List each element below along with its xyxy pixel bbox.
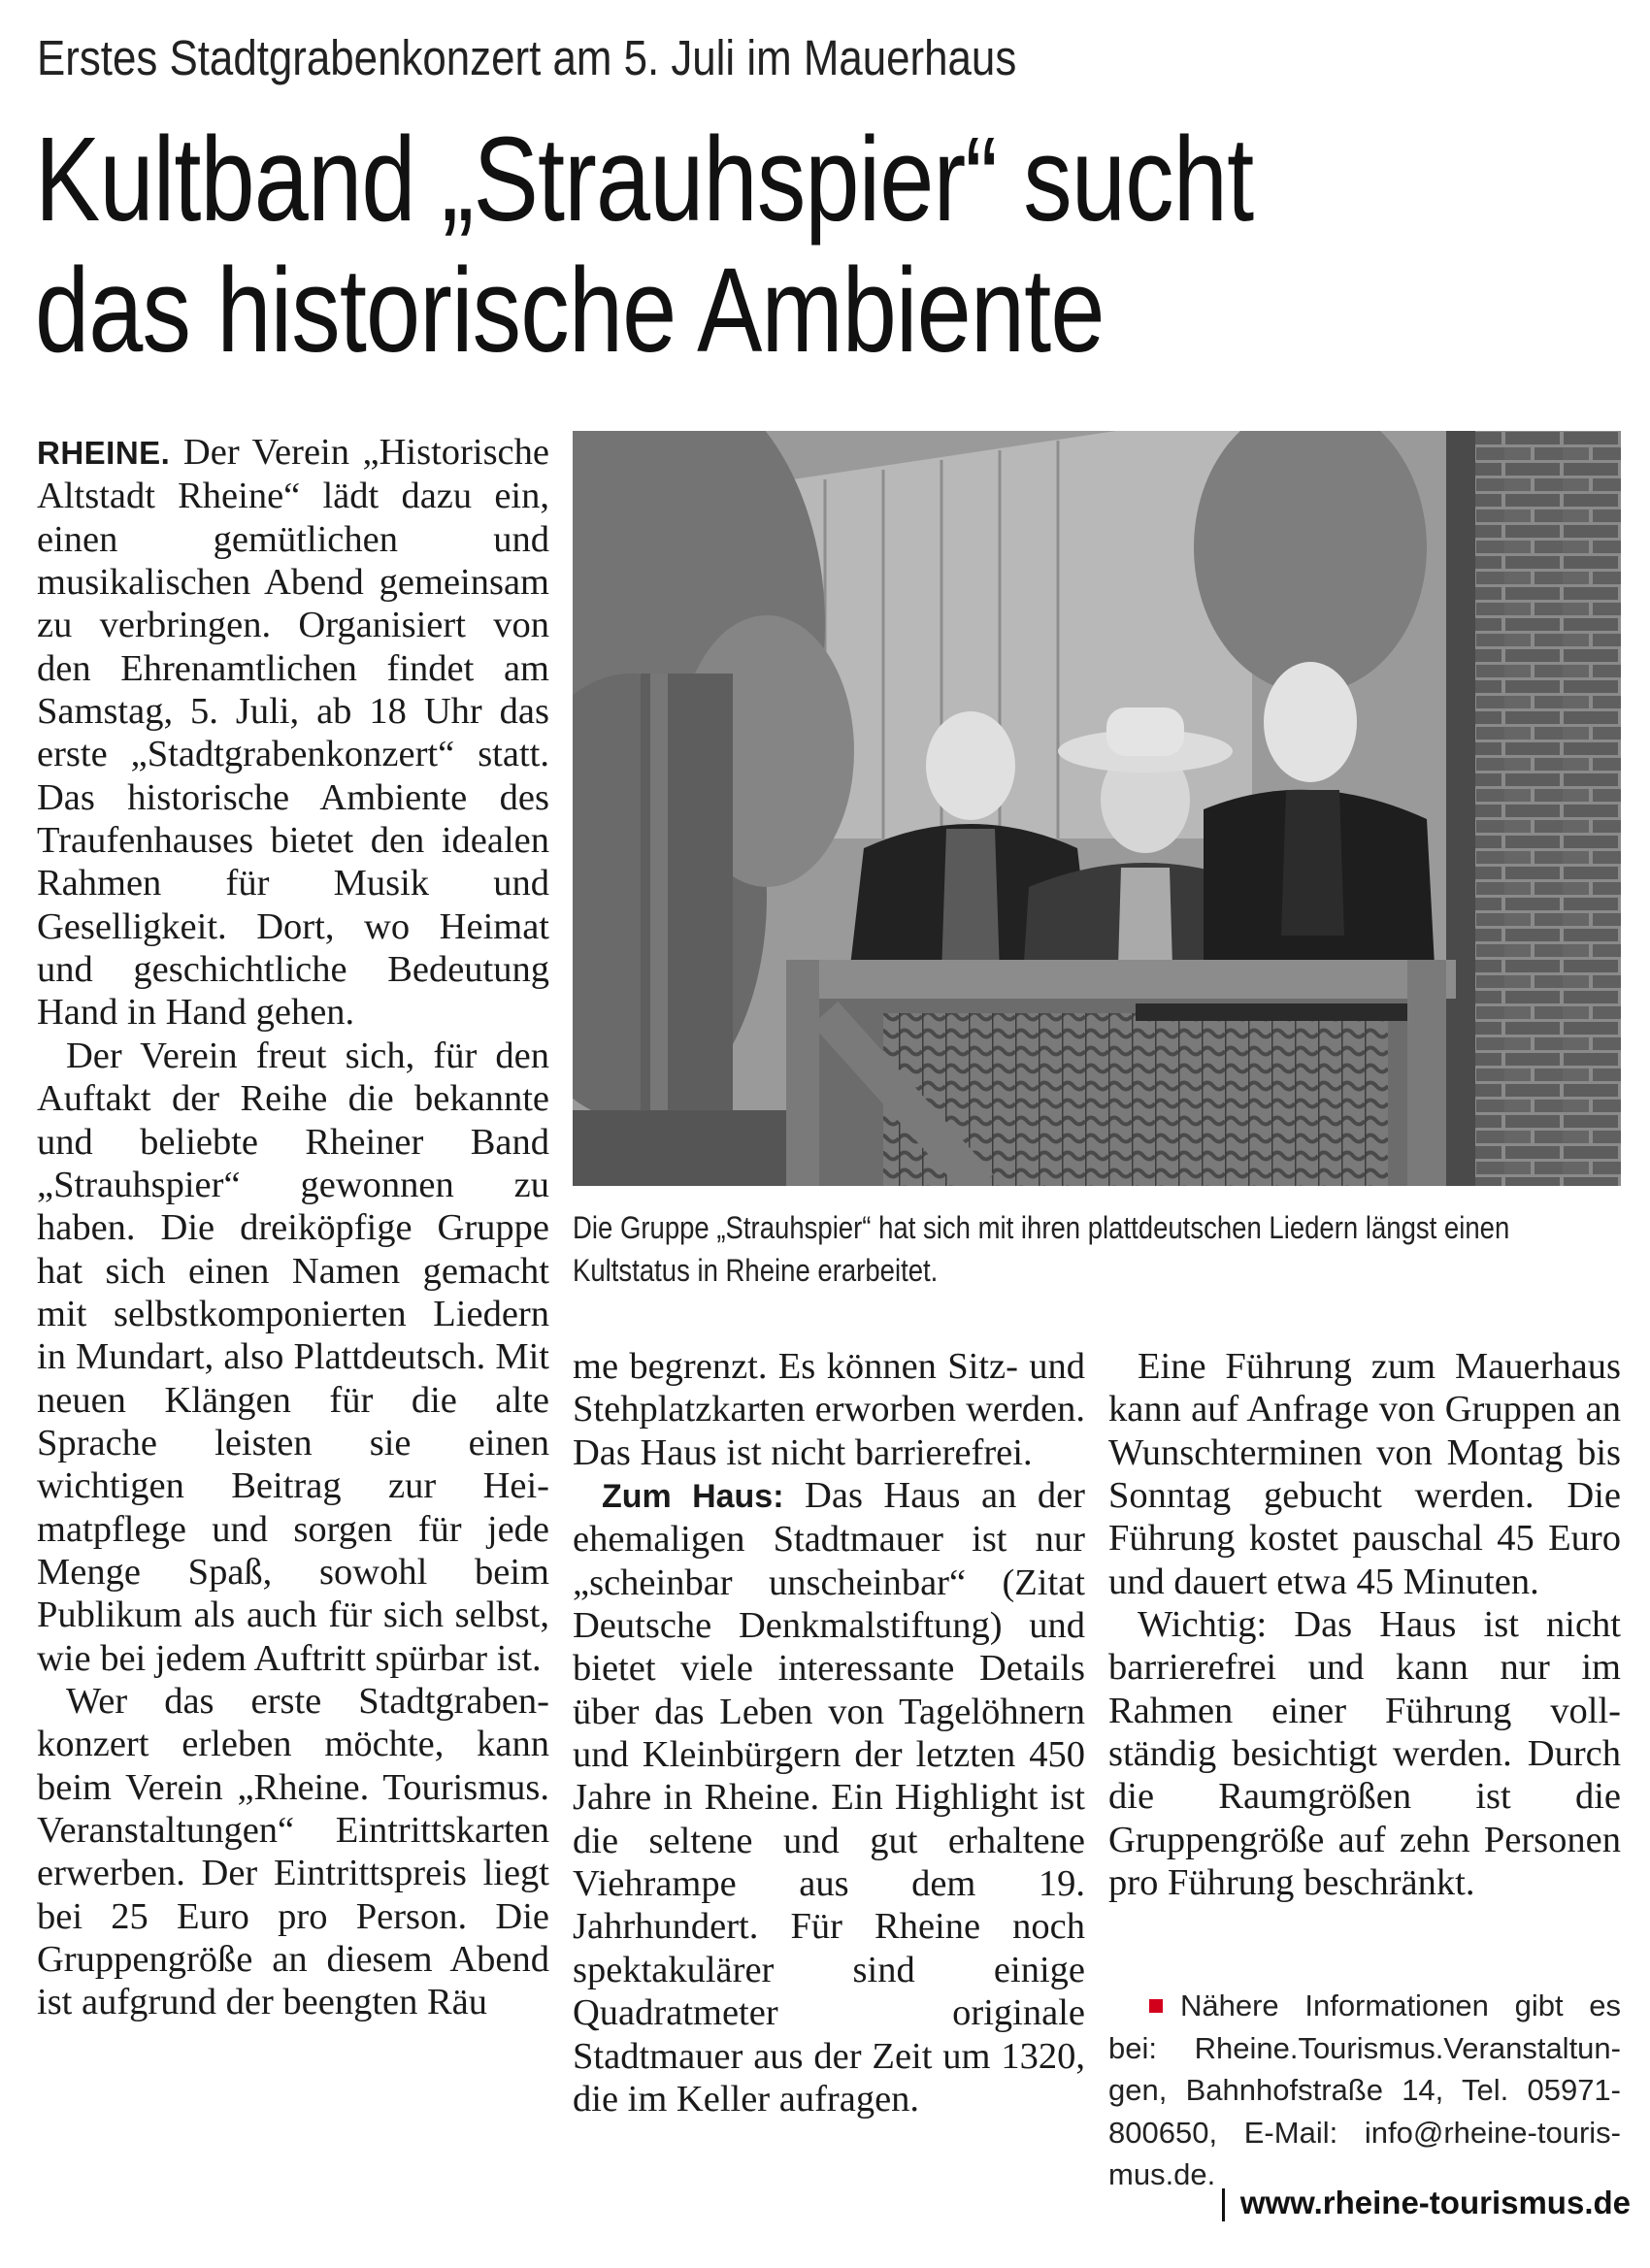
- paragraph: [573, 1474, 1085, 2120]
- article-column-2: [573, 1345, 1085, 2120]
- article-column-3: [1108, 1345, 1621, 1904]
- paragraph: Wichtig: Das Haus ist nicht barrierefrei und kann nur im Rahmen einer Führung vollständig besichtigt werden. Durch die Raumgrößen ist die Gruppengröße auf zehn Personen pro Führung beschränkt.: [1108, 1604, 1621, 1904]
- article-column-1: [37, 431, 549, 2024]
- website-link-text[interactable]: www.rheine-tourismus.de: [1239, 2185, 1631, 2220]
- info-box: [1108, 1985, 1621, 2196]
- band-photo: [573, 431, 1621, 1186]
- dateline: RHEINE.: [37, 435, 171, 471]
- bullet-square-icon: [1149, 1999, 1163, 2013]
- paragraph: [37, 431, 549, 1035]
- paragraph-text: Der Verein „Historische Altstadt Rheine“ lädt dazu ein, einen gemütlichen und musikalischen Abend gemeinsam zu verbringen. Organisiert von den Ehrenamtlichen findet am Samstag, 5. Juli, ab 18 Uhr das erste „Stadtgrabenkonzert“ statt. Das historische Ambiente des Traufenhauses bietet den idealen Rahmen für Musik und Geselligkeit. Dort, wo Heimat und geschichtliche Bedeutung Hand in Hand gehen.: [37, 432, 549, 1034]
- kicker-line: Erstes Stadtgrabenkonzert am 5. Juli im Mauerhaus: [37, 30, 1017, 85]
- headline-line-1: Kultband „Strauhspier“ sucht: [35, 114, 1254, 247]
- photo-caption: Die Gruppe „Strauhspier“ hat sich mit ihren plattdeutschen Liedern längst einen Kultstatus in Rheine erarbeitet.: [573, 1210, 1510, 1288]
- paragraph: Eine Führung zum Mauerhaus kann auf Anfrage von Gruppen an Wunschterminen von Montag bis Sonntag gebucht werden. Die Führung kostet pauschal 45 Euro und dauert etwa 45 Minuten.: [1108, 1346, 1621, 1602]
- website-link[interactable]: [1204, 2184, 1631, 2222]
- paragraph-text: Das Haus an der ehemaligen Stadtmauer ist nur „scheinbar unscheinbar“ (Zitat Deutsche Denkmalstiftung) und bietet viele interessante Details über das Leben von Tagelöhnern und Kleinbürgern der letzten 450 Jahre in Rheine. Ein Highlight ist die seltene und gut erhaltene Viehrampe aus dem 19. Jahrhundert. Für Rheine noch spektakulärer sind einige Quadratmeter originale Stadtmauer aus der Zeit um 1320, die im Keller aufragen.: [573, 1475, 1086, 2120]
- divider-bar: [1222, 2188, 1225, 2221]
- paragraph: Wer das erste Stadtgrabenkonzert erleben möchte, kann beim Verein „Rheine. Tourismus. Veranstaltungen“ Eintrittskarten erwerben. Der Eintrittspreis liegt bei 25 Euro pro Person. Die Gruppengröße an diesem Abend ist aufgrund der beengten Räu: [37, 1680, 549, 2023]
- band-photo-illustration: [573, 431, 1621, 1186]
- subhead: Zum Haus:: [602, 1478, 784, 1516]
- headline-line-2: das historische Ambiente: [35, 245, 1105, 378]
- paragraph: me begrenzt. Es können Sitz- und Stehplatzkarten erworben werden. Das Haus ist nicht barrierefrei.: [573, 1346, 1085, 1473]
- paragraph: Der Verein freut sich, für den Auftakt der Reihe die bekannte und beliebte Rheiner Band „Strauhspier“ gewonnen zu haben. Die dreiköpfige Gruppe hat sich einen Namen gemacht mit selbstkomponierten Liedern in Mundart, also Plattdeutsch. Mit neuen Klängen für die alte Sprache leisten sie einen wichtigen Beitrag zur Heimatpflege und sorgen für jede Menge Spaß, sowohl beim Publikum als auch für sich selbst, wie bei jedem Auftritt spürbar ist.: [37, 1035, 549, 1679]
- info-text: Nähere Informationen gibt es bei: Rheine.Tourismus.Veranstaltungen, Bahnhofstraße 14, Tel. 05971-800650, E-Mail: info@rheine-tourismus.de.: [1108, 1989, 1621, 2191]
- headline: [35, 115, 1468, 377]
